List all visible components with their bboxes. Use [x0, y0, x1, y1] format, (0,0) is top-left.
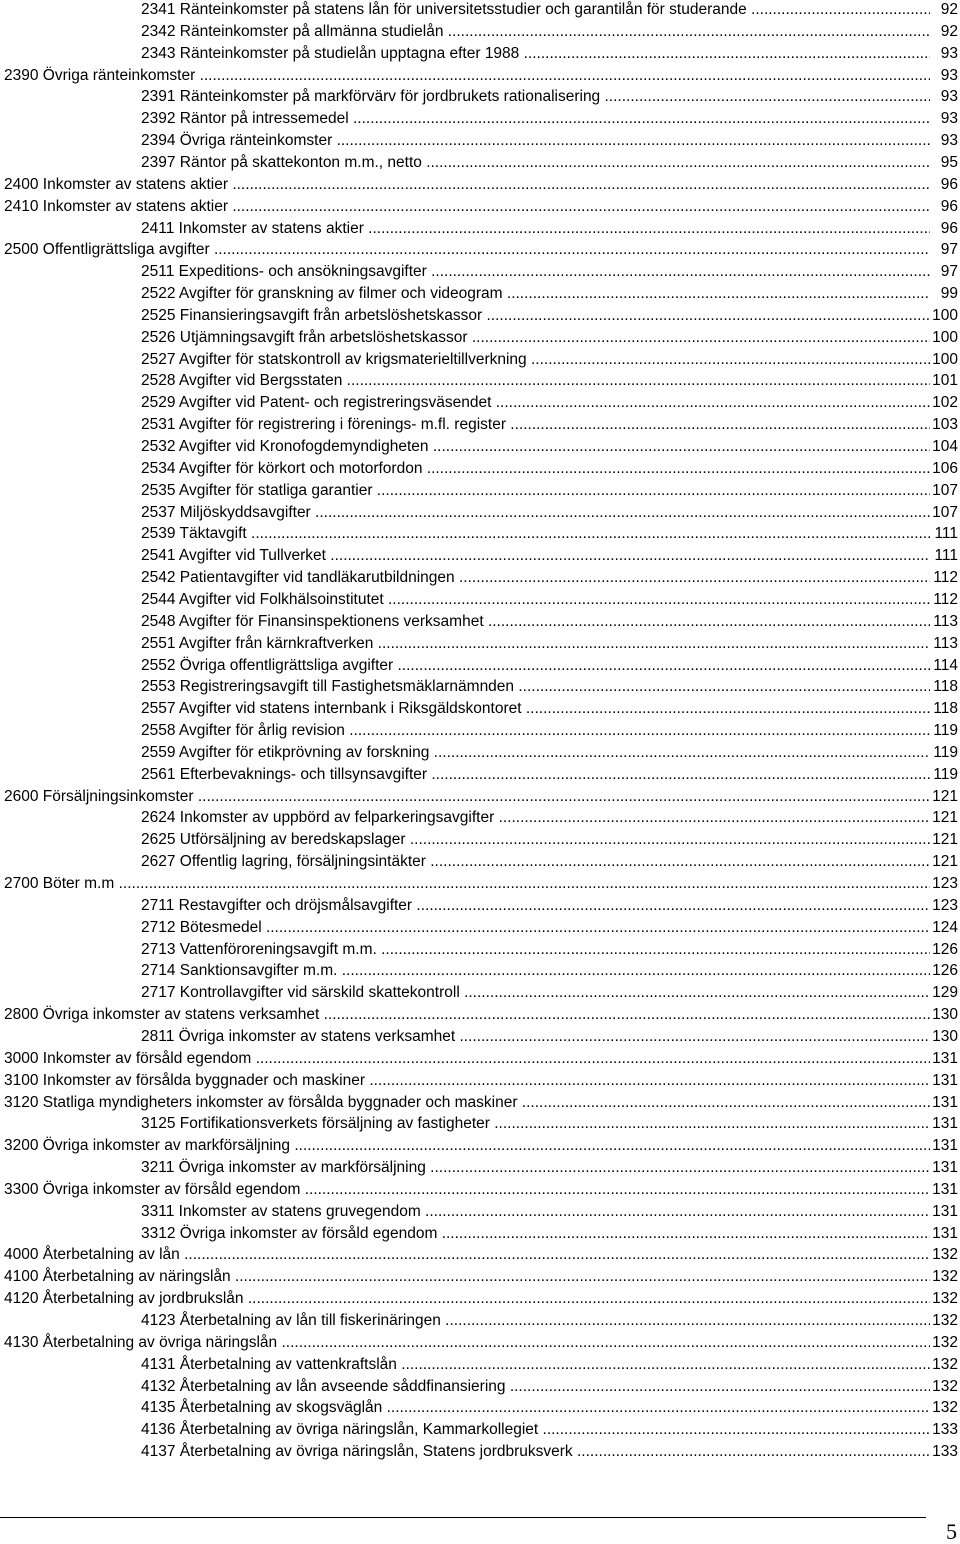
toc-entry-title: 2532 Avgifter vid Kronofogdemyndigheten .....	[141, 437, 930, 457]
toc-entry-page: 129	[930, 983, 958, 1003]
toc-entry[interactable]	[0, 437, 960, 457]
toc-entry-title: 2714 Sanktionsavgifter m.m. .....	[141, 961, 930, 981]
toc-entry-title: 2525 Finansieringsavgift från arbetslöshetskassor .....	[141, 306, 930, 326]
toc-entry-title: 4123 Återbetalning av lån till fiskerinäringen .....	[141, 1311, 930, 1331]
toc-entry-title: 3125 Fortifikationsverkets försäljning av fastigheter .....	[141, 1114, 930, 1134]
toc-entry[interactable]	[0, 481, 960, 501]
toc-entry-page: 96	[930, 197, 958, 217]
toc-entry-page: 131	[930, 1224, 958, 1244]
toc-entry[interactable]	[0, 415, 960, 435]
toc-entry[interactable]	[0, 1114, 960, 1134]
toc-entry-title: 2528 Avgifter vid Bergsstaten .....	[141, 371, 930, 391]
toc-entry[interactable]	[0, 240, 960, 260]
toc-entry[interactable]	[0, 1398, 960, 1418]
toc-entry[interactable]	[0, 634, 960, 654]
toc-entry-page: 133	[930, 1420, 958, 1440]
toc-entry[interactable]	[0, 1267, 960, 1287]
toc-entry[interactable]	[0, 656, 960, 676]
toc-entry-page: 96	[930, 219, 958, 239]
toc-entry-title: 2600 Försäljningsinkomster .....	[4, 787, 930, 807]
toc-entry[interactable]	[0, 1420, 960, 1440]
toc-entry[interactable]	[0, 743, 960, 763]
toc-entry-title: 4132 Återbetalning av lån avseende såddfinansiering .....	[141, 1377, 930, 1397]
toc-entry-page: 104	[930, 437, 958, 457]
toc-entry[interactable]	[0, 918, 960, 938]
toc-entry[interactable]	[0, 131, 960, 151]
toc-entry-title: 2390 Övriga ränteinkomster .....	[4, 66, 930, 86]
toc-entry-page: 131	[930, 1158, 958, 1178]
toc-entry-page: 131	[930, 1071, 958, 1091]
toc-entry-title: 2551 Avgifter från kärnkraftverken .....	[141, 634, 930, 654]
toc-entry[interactable]	[0, 262, 960, 282]
toc-entry[interactable]	[0, 1355, 960, 1375]
toc-entry-page: 93	[930, 44, 958, 64]
toc-entry-title: 3211 Övriga inkomster av markförsäljning .....	[141, 1158, 930, 1178]
toc-entry[interactable]	[0, 66, 960, 86]
toc-entry[interactable]	[0, 1158, 960, 1178]
toc-entry-page: 132	[930, 1267, 958, 1287]
toc-entry-page: 123	[930, 896, 958, 916]
toc-entry-title: 2553 Registreringsavgift till Fastighetsmäklarnämnden .....	[141, 677, 930, 697]
toc-entry[interactable]	[0, 284, 960, 304]
toc-entry-title: 2534 Avgifter för körkort och motorfordon .....	[141, 459, 930, 479]
toc-entry[interactable]	[0, 1136, 960, 1156]
toc-entry-page: 132	[930, 1289, 958, 1309]
toc-entry-title: 4100 Återbetalning av näringslån .....	[4, 1267, 930, 1287]
toc-entry-title: 2624 Inkomster av uppbörd av felparkeringsavgifter .....	[141, 808, 930, 828]
toc-entry[interactable]	[0, 677, 960, 697]
toc-entry-title: 2711 Restavgifter och dröjsmålsavgifter .....	[141, 896, 930, 916]
toc-entry-title: 2400 Inkomster av statens aktier .....	[4, 175, 930, 195]
toc-entry-title: 2411 Inkomster av statens aktier .....	[141, 219, 930, 239]
toc-entry[interactable]	[0, 153, 960, 173]
toc-entry-page: 113	[930, 612, 958, 632]
toc-entry-page: 100	[930, 328, 958, 348]
toc-entry[interactable]	[0, 22, 960, 42]
toc-entry-title: 4120 Återbetalning av jordbrukslån .....	[4, 1289, 930, 1309]
toc-entry[interactable]	[0, 830, 960, 850]
toc-entry-page: 114	[930, 656, 958, 676]
toc-entry-title: 2800 Övriga inkomster av statens verksamhet .....	[4, 1005, 930, 1025]
toc-entry-title: 2410 Inkomster av statens aktier .....	[4, 197, 930, 217]
toc-entry-page: 113	[930, 634, 958, 654]
toc-entry[interactable]	[0, 787, 960, 807]
toc-entry-page: 124	[930, 918, 958, 938]
toc-entry[interactable]	[0, 503, 960, 523]
toc-entry-page: 111	[930, 524, 958, 544]
toc-entry-page: 121	[930, 808, 958, 828]
toc-entry-page: 107	[930, 481, 958, 501]
toc-entry[interactable]	[0, 109, 960, 129]
toc-entry-title: 2511 Expeditions- och ansökningsavgifter .....	[141, 262, 930, 282]
toc-entry[interactable]	[0, 1005, 960, 1025]
toc-entry-page: 131	[930, 1114, 958, 1134]
toc-entry-page: 123	[930, 874, 958, 894]
toc-entry-title: 2625 Utförsäljning av beredskapslager .....	[141, 830, 930, 850]
toc-entry[interactable]	[0, 1442, 960, 1462]
toc-entry-title: 3300 Övriga inkomster av försåld egendom .....	[4, 1180, 930, 1200]
toc-entry-page: 126	[930, 940, 958, 960]
toc-entry[interactable]	[0, 1245, 960, 1265]
toc-entry-page: 92	[930, 22, 958, 42]
toc-entry[interactable]	[0, 852, 960, 872]
toc-entry-title: 3000 Inkomster av försåld egendom .....	[4, 1049, 930, 1069]
toc-entry-title: 2535 Avgifter för statliga garantier .....	[141, 481, 930, 501]
toc-entry[interactable]	[0, 1377, 960, 1397]
toc-entry-page: 132	[930, 1355, 958, 1375]
toc-entry-page: 97	[930, 262, 958, 282]
toc-entry-title: 3100 Inkomster av försålda byggnader och maskiner .....	[4, 1071, 930, 1091]
toc-entry[interactable]	[0, 1093, 960, 1113]
toc-entry-page: 121	[930, 830, 958, 850]
toc-entry-title: 4136 Återbetalning av övriga näringslån, Kammarkollegiet .....	[141, 1420, 930, 1440]
toc-entry[interactable]	[0, 524, 960, 544]
toc-entry-page: 133	[930, 1442, 958, 1462]
toc-entry-page: 107	[930, 503, 958, 523]
toc-entry-title: 4131 Återbetalning av vattenkraftslån .....	[141, 1355, 930, 1375]
toc-entry-title: 2341 Ränteinkomster på statens lån för universitetsstudier och garantilån för studerande .....	[141, 0, 930, 20]
toc-entry-page: 119	[930, 743, 958, 763]
toc-entry-page: 131	[930, 1202, 958, 1222]
toc-entry-page: 132	[930, 1311, 958, 1331]
toc-entry-title: 2713 Vattenföroreningsavgift m.m. .....	[141, 940, 930, 960]
toc-entry-page: 93	[930, 66, 958, 86]
toc-entry[interactable]	[0, 44, 960, 64]
toc-entry[interactable]	[0, 175, 960, 195]
toc-entry-page: 93	[930, 109, 958, 129]
toc-entry-page: 126	[930, 961, 958, 981]
toc-entry[interactable]	[0, 1202, 960, 1222]
toc-entry[interactable]	[0, 874, 960, 894]
toc-entry-title: 2397 Räntor på skattekonton m.m., netto .....	[141, 153, 930, 173]
toc-entry-title: 2394 Övriga ränteinkomster .....	[141, 131, 930, 151]
toc-entry-page: 106	[930, 459, 958, 479]
toc-entry-title: 2700 Böter m.m .....	[4, 874, 930, 894]
toc-entry-page: 118	[930, 699, 958, 719]
toc-entry[interactable]	[0, 1333, 960, 1353]
toc-entry[interactable]	[0, 568, 960, 588]
toc-entry-page: 132	[930, 1377, 958, 1397]
toc-entry-title: 2561 Efterbevaknings- och tillsynsavgifter .....	[141, 765, 930, 785]
toc-entry[interactable]	[0, 393, 960, 413]
toc-entry-page: 121	[930, 787, 958, 807]
toc-entry-page: 93	[930, 87, 958, 107]
toc-entry[interactable]	[0, 699, 960, 719]
toc-entry-title: 4135 Återbetalning av skogsväglån .....	[141, 1398, 930, 1418]
toc-entry[interactable]	[0, 219, 960, 239]
toc-entry-page: 111	[930, 546, 958, 566]
toc-entry-page: 102	[930, 393, 958, 413]
toc-entry-page: 132	[930, 1333, 958, 1353]
toc-entry-title: 2522 Avgifter för granskning av filmer och videogram .....	[141, 284, 930, 304]
toc-entry-title: 2557 Avgifter vid statens internbank i Riksgäldskontoret .....	[141, 699, 930, 719]
toc-entry-title: 4000 Återbetalning av lån .....	[4, 1245, 930, 1265]
toc-entry[interactable]	[0, 328, 960, 348]
toc-entry-title: 4137 Återbetalning av övriga näringslån, Statens jordbruksverk .....	[141, 1442, 930, 1462]
toc-entry[interactable]	[0, 1289, 960, 1309]
toc-entry-page: 112	[930, 590, 958, 610]
toc-entry-title: 2552 Övriga offentligrättsliga avgifter .....	[141, 656, 930, 676]
toc-entry-title: 3120 Statliga myndigheters inkomster av försålda byggnader och maskiner .....	[4, 1093, 930, 1113]
toc-entry-title: 2717 Kontrollavgifter vid särskild skattekontroll .....	[141, 983, 930, 1003]
toc-entry[interactable]	[0, 940, 960, 960]
toc-entry-title: 2526 Utjämningsavgift från arbetslöshetskassor .....	[141, 328, 930, 348]
toc-entry-page: 92	[930, 0, 958, 20]
toc-entry-title: 3200 Övriga inkomster av markförsäljning .....	[4, 1136, 930, 1156]
toc-entry[interactable]	[0, 983, 960, 1003]
toc-entry-page: 118	[930, 677, 958, 697]
toc-entry[interactable]	[0, 546, 960, 566]
toc-entry[interactable]	[0, 1049, 960, 1069]
toc-entry-page: 121	[930, 852, 958, 872]
toc-entry-title: 2712 Bötesmedel .....	[141, 918, 930, 938]
toc-entry[interactable]	[0, 0, 960, 20]
toc-entry[interactable]	[0, 87, 960, 107]
toc-entry-title: 3312 Övriga inkomster av försåld egendom .....	[141, 1224, 930, 1244]
toc-entry-page: 131	[930, 1180, 958, 1200]
toc-entry-title: 2541 Avgifter vid Tullverket .....	[141, 546, 930, 566]
toc-entry-title: 2527 Avgifter för statskontroll av krigsmaterieltillverkning .....	[141, 350, 930, 370]
toc-entry[interactable]	[0, 1071, 960, 1091]
toc-entry[interactable]	[0, 459, 960, 479]
toc-entry-title: 2529 Avgifter vid Patent- och registreringsväsendet .....	[141, 393, 930, 413]
toc-entry-page: 131	[930, 1049, 958, 1069]
toc-entry-title: 2392 Räntor på intressemedel .....	[141, 109, 930, 129]
toc-entry[interactable]	[0, 350, 960, 370]
toc-entry[interactable]	[0, 961, 960, 981]
toc-entry-page: 132	[930, 1398, 958, 1418]
toc-entry-page: 131	[930, 1093, 958, 1113]
toc-entry-title: 2343 Ränteinkomster på studielån upptagna efter 1988 .....	[141, 44, 930, 64]
toc-entry-page: 130	[930, 1005, 958, 1025]
toc-entry-title: 2531 Avgifter för registrering i förenings- m.fl. register .....	[141, 415, 930, 435]
toc-entry-page: 100	[930, 350, 958, 370]
toc-entry-page: 131	[930, 1136, 958, 1156]
toc-entry-title: 2539 Täktavgift .....	[141, 524, 930, 544]
toc-entry-page: 95	[930, 153, 958, 173]
toc-entry[interactable]	[0, 197, 960, 217]
toc-entry-page: 100	[930, 306, 958, 326]
toc-entry[interactable]	[0, 1180, 960, 1200]
toc-entry[interactable]	[0, 590, 960, 610]
toc-entry-title: 2811 Övriga inkomster av statens verksamhet .....	[141, 1027, 930, 1047]
toc-entry-page: 101	[930, 371, 958, 391]
toc-entry[interactable]	[0, 1224, 960, 1244]
toc-entry[interactable]	[0, 1027, 960, 1047]
toc-entry-page: 103	[930, 415, 958, 435]
toc-entry-title: 2627 Offentlig lagring, försäljningsintäkter .....	[141, 852, 930, 872]
toc-entry-title: 2537 Miljöskyddsavgifter .....	[141, 503, 930, 523]
toc-entry[interactable]	[0, 721, 960, 741]
toc-entry-page: 130	[930, 1027, 958, 1047]
toc-entry-title: 2342 Ränteinkomster på allmänna studielån .....	[141, 22, 930, 42]
toc-entry[interactable]	[0, 896, 960, 916]
toc-entry-title: 2544 Avgifter vid Folkhälsoinstitutet .....	[141, 590, 930, 610]
footer-divider	[0, 1517, 926, 1518]
toc-entry-title: 2542 Patientavgifter vid tandläkarutbildningen .....	[141, 568, 930, 588]
toc-entry-page: 119	[930, 765, 958, 785]
toc-entry-page: 132	[930, 1245, 958, 1265]
toc-entry[interactable]	[0, 371, 960, 391]
toc-entry[interactable]	[0, 765, 960, 785]
toc-entry-title: 2391 Ränteinkomster på markförvärv för jordbrukets rationalisering .....	[141, 87, 930, 107]
toc-entry-page: 93	[930, 131, 958, 151]
toc-entry-title: 2500 Offentligrättsliga avgifter .....	[4, 240, 930, 260]
toc-entry[interactable]	[0, 808, 960, 828]
toc-entry-title: 4130 Återbetalning av övriga näringslån .....	[4, 1333, 930, 1353]
toc-entry[interactable]	[0, 306, 960, 326]
toc-entry-title: 2558 Avgifter för årlig revision .....	[141, 721, 930, 741]
toc-entry-page: 112	[930, 568, 958, 588]
toc-entry[interactable]	[0, 612, 960, 632]
toc-entry-page: 119	[930, 721, 958, 741]
toc-entry-page: 97	[930, 240, 958, 260]
toc-entry-page: 96	[930, 175, 958, 195]
toc-entry[interactable]	[0, 1311, 960, 1331]
toc-entry-title: 2548 Avgifter för Finansinspektionens verksamhet .....	[141, 612, 930, 632]
toc-entry-title: 3311 Inkomster av statens gruvegendom .....	[141, 1202, 930, 1222]
toc-entry-page: 99	[930, 284, 958, 304]
page-number: 5	[946, 1519, 957, 1544]
toc-entry-title: 2559 Avgifter för etikprövning av forskning .....	[141, 743, 930, 763]
